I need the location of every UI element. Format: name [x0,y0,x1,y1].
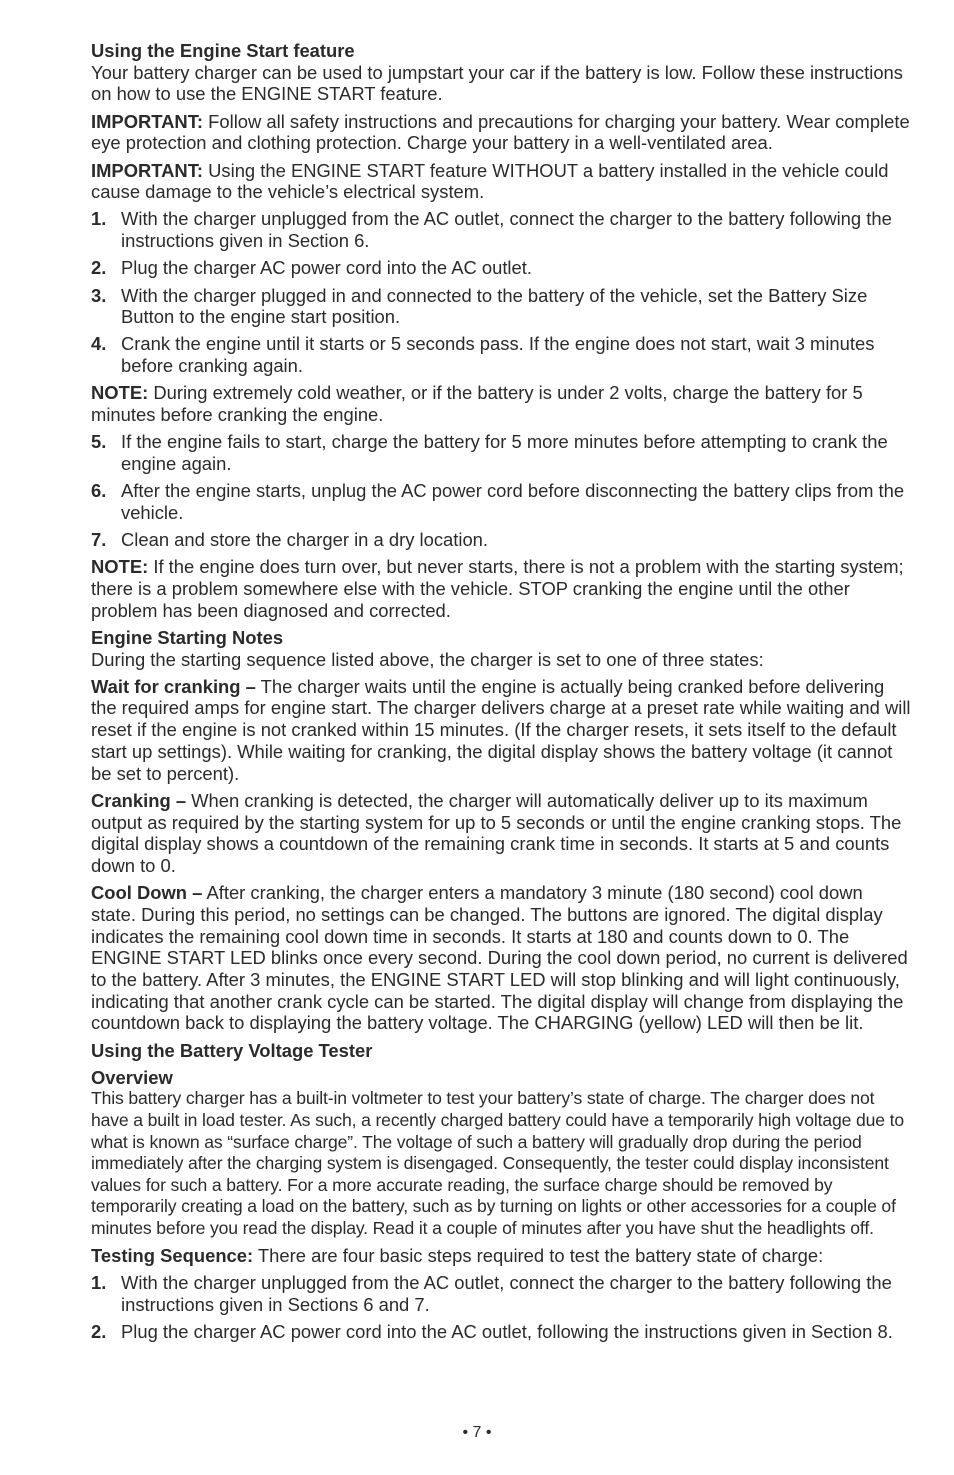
list-item [91,257,912,279]
list-item [91,1321,912,1343]
important-text: Using the ENGINE START feature WITHOUT a battery installed in the vehicle could cause damage to the vehicle’s electrical system. [91,159,889,203]
step-number: 1. [91,208,107,230]
step-text: With the charger plugged in and connected to the battery of the vehicle, set the Battery Size Button to the engine start position. [121,284,868,328]
engine-start-heading: Using the Engine Start feature [91,40,355,61]
step-text: Crank the engine until it starts or 5 seconds pass. If the engine does not start, wait 3 minutes before cranking again. [121,333,875,377]
step-number: 2. [91,1321,107,1343]
important-label: IMPORTANT: [91,110,204,132]
step-number: 3. [91,284,107,306]
note-paragraph-2 [91,556,912,621]
step-text: Plug the charger AC power cord into the AC outlet. [121,257,532,279]
page-number: • 7 • [462,1424,492,1441]
engine-start-steps-5-7 [91,431,912,551]
list-item [91,1272,912,1315]
important-text: Follow all safety instructions and precautions for charging your battery. Wear complete eye protection and clothing protection. Charge your battery in a well-ventilated area. [91,110,910,154]
state-text: When cranking is detected, the charger will automatically deliver up to its maximum output as required by the starting system for up to 5 seconds or until the engine cranking stops. The digital display shows a countdown of the remaining crank time in seconds. It starts at 5 and counts down to 0. [91,789,902,876]
testing-steps [91,1272,912,1343]
step-text: Plug the charger AC power cord into the AC outlet, following the instructions given in Section 8. [121,1321,893,1343]
step-text: Clean and store the charger in a dry location. [121,529,489,551]
engine-start-intro: Your battery charger can be used to jumpstart your car if the battery is low. Follow these instructions on how to use the ENGINE START feature. [91,61,903,105]
state-text: The charger waits until the engine is actually being cranked before delivering the required amps for engine start. The charger delivers charge at a preset rate while waiting and will reset if the engine is not cranked within 15 minutes. (If the charger resets, it sets itself to the default start up settings). While waiting for cranking, the digital display shows the battery voltage (it cannot be set to percent). [91,675,911,784]
list-item [91,480,912,523]
cranking-paragraph [91,790,912,877]
note-text: If the engine does turn over, but never starts, there is not a problem with the starting system; there is a problem somewhere else with the vehicle. STOP cranking the engine until the other problem has been diagnosed and corrected. [91,556,904,621]
list-item [91,208,912,251]
list-item [91,529,912,551]
state-text: After cranking, the charger enters a mandatory 3 minute (180 second) cool down state. During this period, no settings can be changed. The buttons are ignored. The digital display indicates the remaining cool down time in seconds. It starts at 180 and counts down to 0. The ENGINE START LED blinks once every second. During the cool down period, no current is delivered to the battery. After 3 minutes, the ENGINE START LED will stop blinking and will light continuously, indicating that another crank cycle can be started. The digital display will change from displaying the countdown back to displaying the battery voltage. The CHARGING (yellow) LED will then be lit. [91,882,908,1034]
step-number: 4. [91,333,107,355]
note-paragraph-1 [91,382,912,425]
overview-text: This battery charger has a built-in voltmeter to test your battery’s state of charge. The charger does not have a built in load tester. As such, a recently charged battery could have a temporarily high voltage due to what is known as “surface charge”. The voltage of such a battery will gradually drop during the period immediately after the charging system is disengaged. Consequently, the tester could display inconsistent values for such a battery. For a more accurate reading, the surface charge should be removed by temporarily creating a load on the battery, such as by turning on lights or other accessories for a couple of minutes before you read the display. Read it a couple of minutes after you have shut the headlights off. [91,1088,905,1238]
overview-heading: Overview [91,1066,173,1088]
step-text: If the engine fails to start, charge the battery for 5 more minutes before attempting to crank the engine again. [121,431,888,474]
list-item [91,333,912,376]
testing-sequence-paragraph [91,1245,912,1267]
step-number: 7. [91,529,107,551]
step-number: 2. [91,257,107,279]
important-paragraph-2 [91,160,912,203]
state-label: Cranking – [91,789,187,811]
step-number: 6. [91,480,107,502]
cool-down-paragraph [91,882,912,1034]
note-label: NOTE: [91,556,149,578]
step-text: After the engine starts, unplug the AC power cord before disconnecting the battery clips from the vehicle. [121,480,905,523]
list-item [91,285,912,328]
step-text: With the charger unplugged from the AC outlet, connect the charger to the battery following the instructions given in Section 6. [121,208,892,252]
wait-for-cranking-paragraph [91,676,912,785]
testing-sequence-text: There are four basic steps required to test the battery state of charge: [253,1245,824,1267]
important-paragraph-1 [91,111,912,154]
engine-start-steps-1-4 [91,208,912,376]
important-label: IMPORTANT: [91,159,204,181]
list-item [91,431,912,474]
testing-sequence-label: Testing Sequence: [91,1245,254,1267]
note-label: NOTE: [91,382,149,404]
state-label: Cool Down – [91,882,203,904]
step-text: With the charger unplugged from the AC outlet, connect the charger to the battery following the instructions given in Sections 6 and 7. [121,1272,892,1315]
voltage-tester-heading: Using the Battery Voltage Tester [91,1039,373,1061]
note-text: During extremely cold weather, or if the battery is under 2 volts, charge the battery for 5 minutes before cranking the engine. [91,382,863,426]
starting-notes-heading: Engine Starting Notes [91,626,284,648]
step-number: 1. [91,1272,107,1294]
starting-notes-intro: During the starting sequence listed above, the charger is set to one of three states: [91,648,764,670]
state-label: Wait for cranking – [91,675,256,697]
step-number: 5. [91,431,107,453]
